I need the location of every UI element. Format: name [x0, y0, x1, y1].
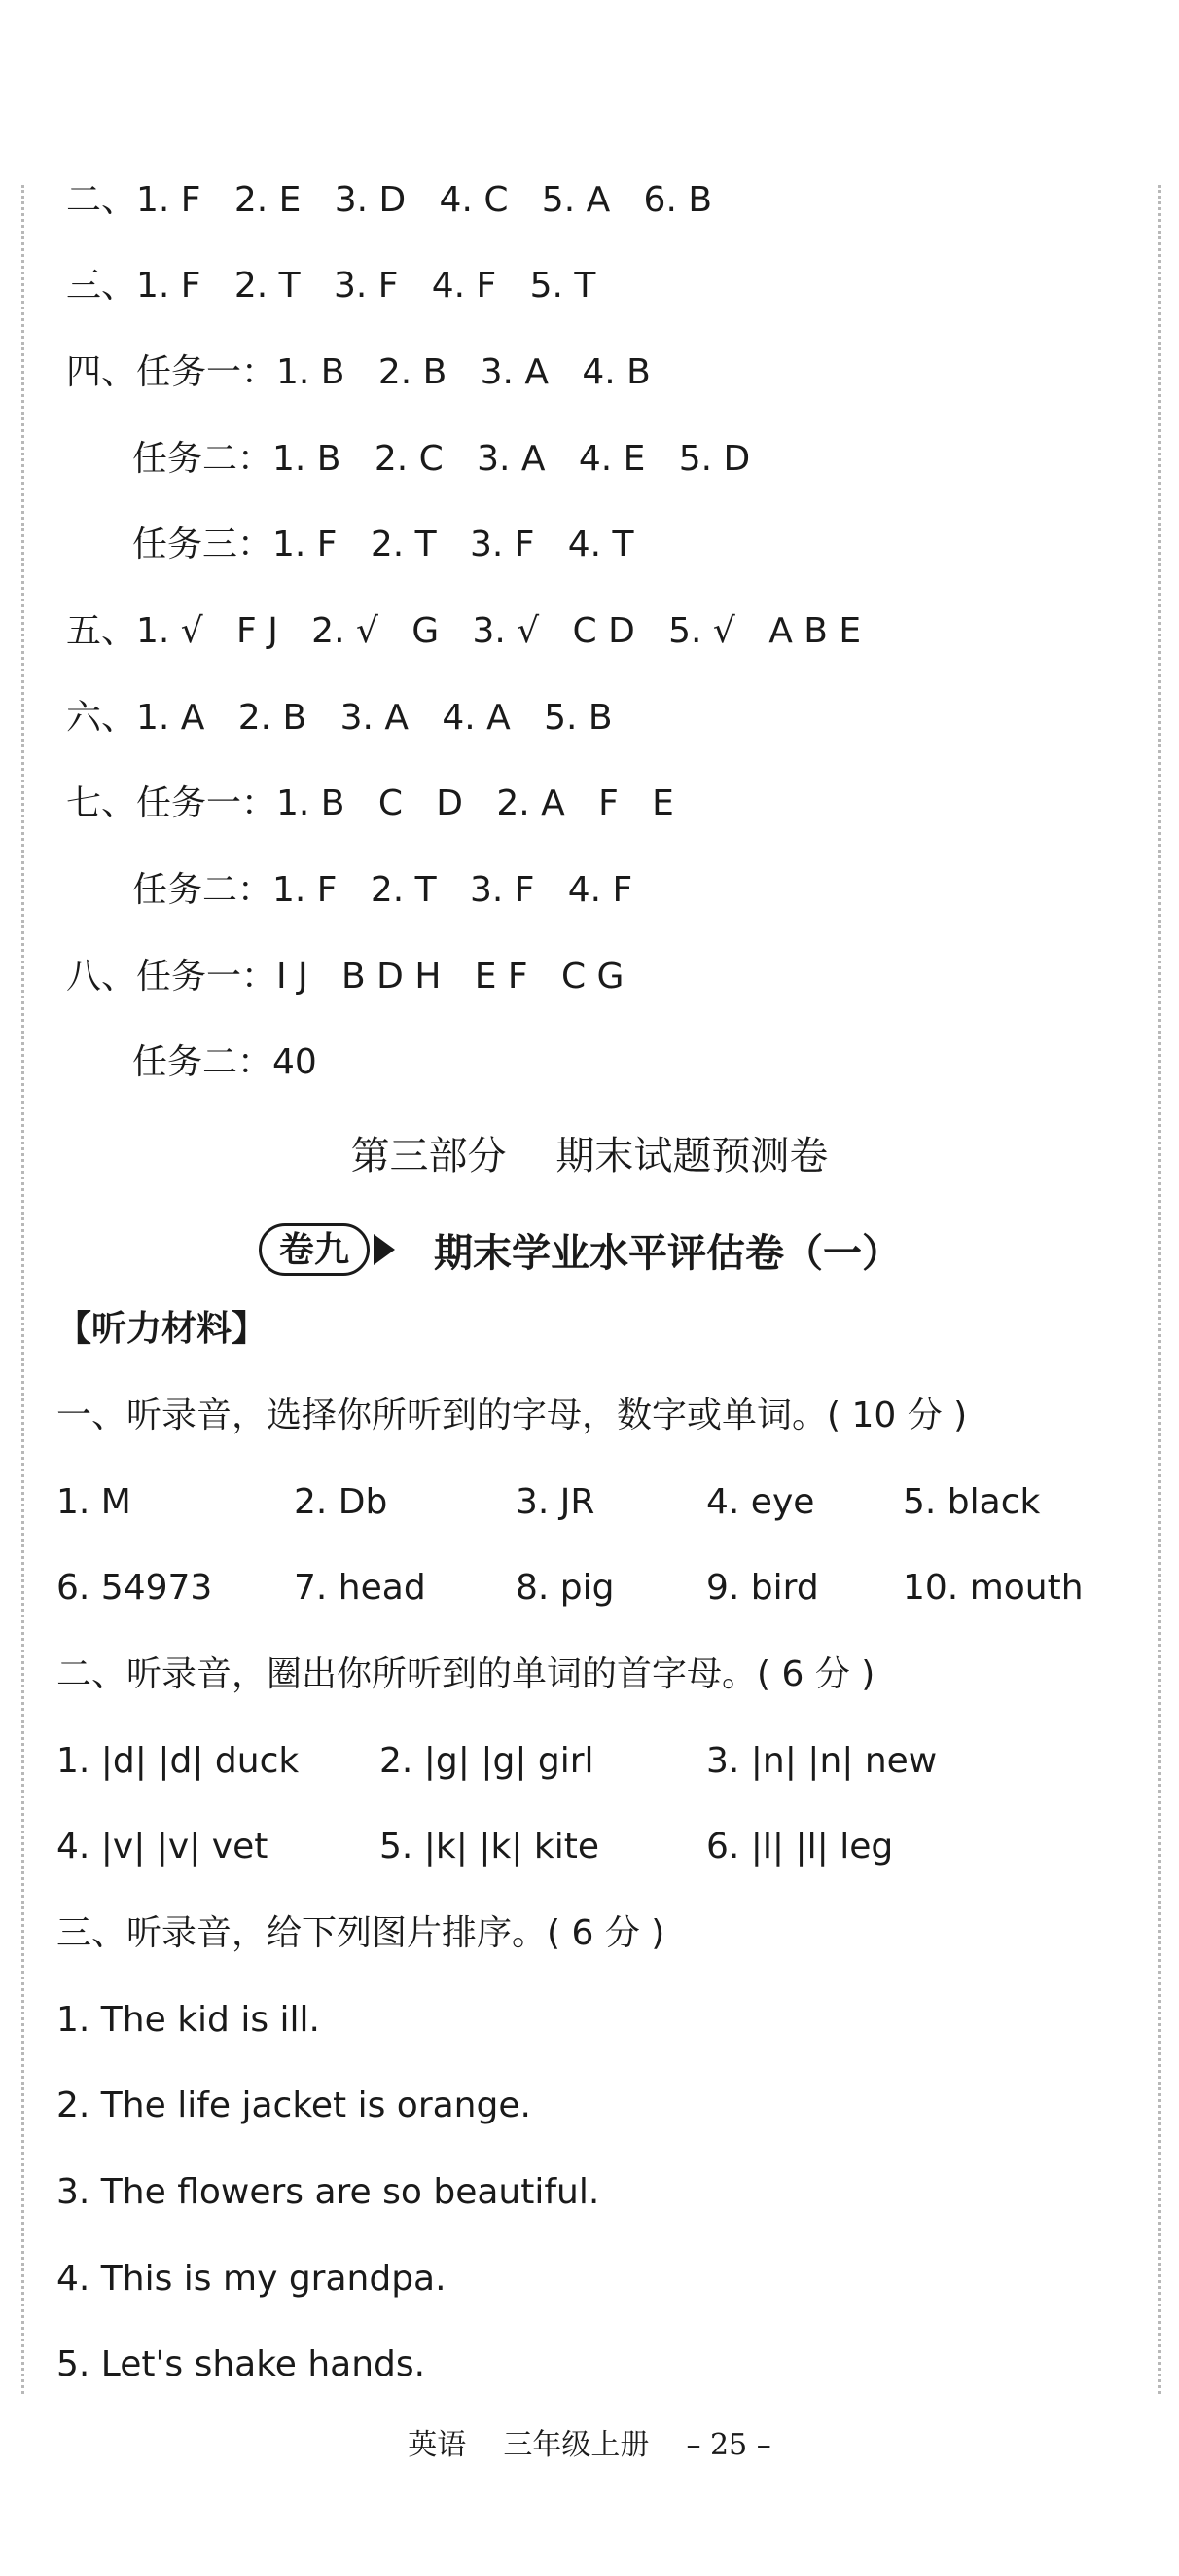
listening-q1-title: 一、听录音，选择你所听到的字母，数字或单词。( 10 分 ) — [56, 1396, 968, 1435]
listening-q3-title: 三、听录音，给下列图片排序。( 6 分 ) — [56, 1913, 665, 1953]
answer-line-6: 六、1. A 2. B 3. A 4. A 5. B — [66, 698, 613, 738]
answer-line-4-task3: 任务三：1. F 2. T 3. F 4. T — [132, 525, 634, 564]
list-item: 1. The kid is ill. — [56, 2000, 320, 2040]
list-item: 4. |v| |v| vet — [56, 1827, 268, 1867]
answer-line-7-task1: 七、任务一：1. B C D 2. A F E — [66, 783, 674, 823]
list-item: 1. |d| |d| duck — [56, 1741, 300, 1781]
volume-title: 期末学业水平评估卷（一） — [434, 1229, 902, 1276]
answer-line-4-task1: 四、任务一：1. B 2. B 3. A 4. B — [66, 352, 651, 392]
list-item: 2. The life jacket is orange. — [56, 2086, 531, 2125]
list-item: 6. 54973 — [56, 1568, 213, 1608]
list-item: 9. bird — [706, 1568, 819, 1608]
list-item: 3. JR — [516, 1482, 595, 1522]
left-dotted-border — [21, 185, 24, 2394]
volume-badge: 卷九 — [259, 1223, 370, 1276]
list-item: 4. This is my grandpa. — [56, 2259, 447, 2299]
list-item: 3. |n| |n| new — [706, 1741, 938, 1781]
answer-line-5: 五、1. √ F J 2. √ G 3. √ C D 5. √ A B E — [66, 611, 862, 651]
listening-q2-title: 二、听录音，圈出你所听到的单词的首字母。( 6 分 ) — [56, 1654, 875, 1694]
list-item: 2. Db — [294, 1482, 388, 1522]
answer-line-3: 三、1. F 2. T 3. F 4. F 5. T — [66, 266, 596, 306]
list-item: 7. head — [294, 1568, 426, 1608]
part-title: 第三部分 期末试题预测卷 — [350, 1134, 829, 1179]
answer-line-8-task1: 八、任务一：I J B D H E F C G — [66, 957, 625, 997]
volume-header — [259, 1222, 901, 1277]
list-item: 10. mouth — [903, 1568, 1084, 1608]
list-item: 8. pig — [516, 1568, 615, 1608]
page-footer: 英语 三年级上册 – 25 – — [408, 2428, 771, 2462]
answer-line-8-task2: 任务二：40 — [132, 1042, 317, 1082]
list-item: 4. eye — [706, 1482, 815, 1522]
list-item: 5. Let's shake hands. — [56, 2344, 426, 2384]
answer-line-4-task2: 任务二：1. B 2. C 3. A 4. E 5. D — [132, 439, 751, 479]
list-item: 5. black — [903, 1482, 1041, 1522]
list-item: 5. |k| |k| kite — [379, 1827, 600, 1867]
listening-heading: 【听力材料】 — [56, 1309, 268, 1349]
list-item: 1. M — [56, 1482, 131, 1522]
list-item: 3. The flowers are so beautiful. — [56, 2172, 600, 2212]
answer-line-2: 二、1. F 2. E 3. D 4. C 5. A 6. B — [66, 180, 713, 220]
list-item: 6. |l| |l| leg — [706, 1827, 894, 1867]
right-dotted-border — [1158, 185, 1161, 2394]
play-arrow-icon — [374, 1234, 395, 1265]
answer-line-7-task2: 任务二：1. F 2. T 3. F 4. F — [132, 870, 633, 910]
list-item: 2. |g| |g| girl — [379, 1741, 594, 1781]
